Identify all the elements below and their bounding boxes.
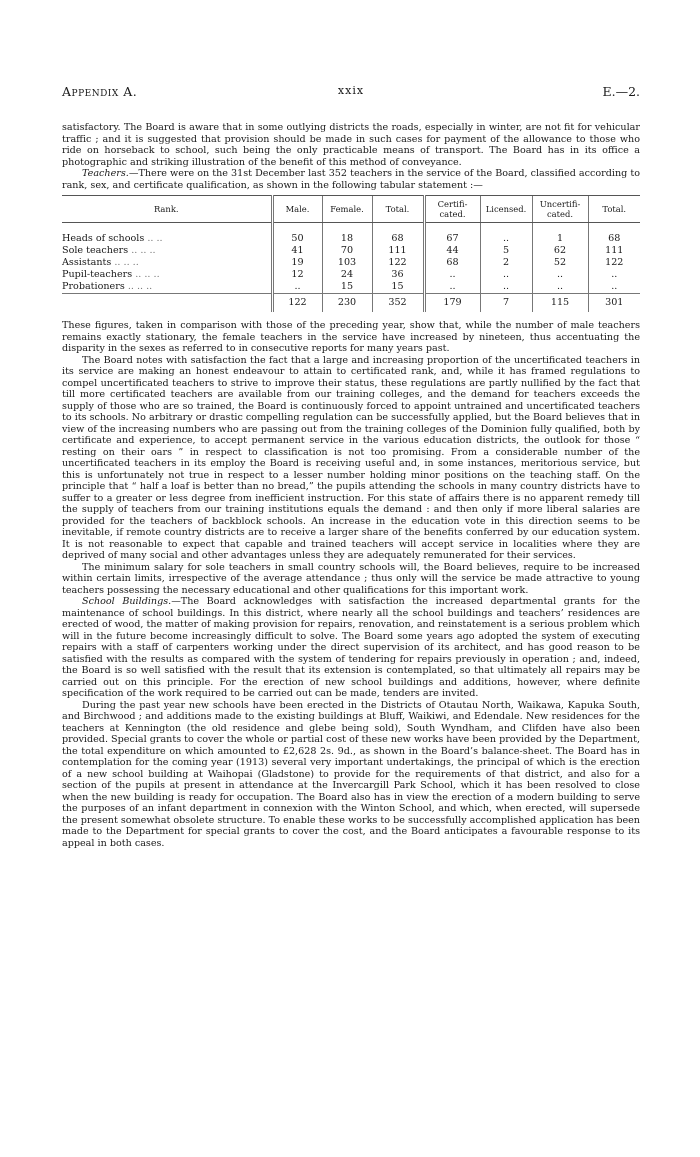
- total-total: 352: [372, 294, 424, 313]
- cell-female: 70: [322, 245, 372, 257]
- col-male: Male.: [272, 196, 322, 223]
- table-row: [62, 269, 640, 281]
- cell-total: 68: [372, 233, 424, 245]
- cell-uncertificated: ..: [532, 281, 588, 294]
- leader-dots: .. .. ..: [131, 245, 156, 256]
- table-row: [62, 257, 640, 269]
- cell-male: ..: [272, 281, 322, 294]
- cell-uncertificated: 52: [532, 257, 588, 269]
- document-code: E.—2.: [602, 84, 640, 99]
- rank-name: Heads of schools: [62, 233, 145, 244]
- cell-female: 24: [322, 269, 372, 281]
- table-header-row: [62, 196, 640, 223]
- cell-total: 111: [372, 245, 424, 257]
- body-text: [62, 122, 640, 191]
- cell-licensed: 5: [480, 245, 532, 257]
- paragraph-minimum-salary: The minimum salary for sole teachers in small country schools will, the Board believes, require to be increased within certain limits, irrespective of the average attendance ; thus only will the service be made attractive to young teachers possessing the necessary educational and other qualifications for this important work.: [62, 561, 640, 596]
- cell-uncertificated: ..: [532, 269, 588, 281]
- cell-total: 122: [372, 257, 424, 269]
- cell-certificated: 68: [424, 257, 480, 269]
- cell-total: 15: [372, 281, 424, 294]
- page-number: xxix: [337, 84, 365, 97]
- school-buildings-text: —The Board acknowledges with satisfaction the increased departmental grants for the maintenance of school buildings. In this district, where nearly all the school buildings and teachers’ residences are erected of wood, the matter of making provision for repairs, renovation, and reinstatement is a serious problem which will in the future become increasingly difficult to solve. The Board some years ago adopted the system of executing repairs with a staff of carpenters working under the direct supervision of its architect, and has good reason to be satisfied with the results as compared with the system of tendering for repairs previously in operation ; and, indeed, the Board is so well satisfied with the result that its extension is contemplated, so that ultimately all repairs may be carried out on this principle. For the erection of new school buildings and additions, however, where definite specification of the work required to be carried out can be made, tenders are invited.: [62, 596, 640, 699]
- cell-certificated: ..: [424, 269, 480, 281]
- leader-dots: .. .. ..: [114, 257, 139, 268]
- table-totals-row: [62, 294, 640, 313]
- page-header: [62, 84, 640, 104]
- cell-male: 19: [272, 257, 322, 269]
- col-certificated: Certifi-cated.: [424, 196, 480, 223]
- cell-uncertificated: 62: [532, 245, 588, 257]
- table-row: [62, 245, 640, 257]
- total-certificated: 179: [424, 294, 480, 313]
- col-rank: Rank.: [62, 196, 272, 223]
- leader-dots: .. .. ..: [135, 269, 160, 280]
- total-total2: 301: [588, 294, 640, 313]
- appendix-label: Appendix A.: [62, 84, 138, 99]
- cell-female: 103: [322, 257, 372, 269]
- table-row: [62, 281, 640, 294]
- cell-certificated: ..: [424, 281, 480, 294]
- cell-certificated: 44: [424, 245, 480, 257]
- cell-female: 15: [322, 281, 372, 294]
- cell-total2: ..: [588, 281, 640, 294]
- paragraph-school-buildings: [62, 596, 640, 700]
- col-licensed: Licensed.: [480, 196, 532, 223]
- leader-dots: .. ..: [147, 233, 163, 244]
- rank-name: Sole teachers: [62, 245, 129, 256]
- rank-name: Assistants: [62, 257, 112, 268]
- document-page: [62, 84, 640, 849]
- teachers-rank-table: [62, 195, 640, 312]
- cell-uncertificated: 1: [532, 233, 588, 245]
- paragraph-uncertificated: The Board notes with satisfaction the fact that a large and increasing proportion of the uncertificated teachers in its service are making an honest endeavour to attain to certificated rank, and, while it has framed regulations to compel uncertificated teachers to strive to improve their status, these regulations are partly nullified by the fact that till more certificated teachers are available from our training colleges, and the demand for teachers exceeds the supply of those who are so trained, the Board is continuously forced to appoint untrained and uncertificated teachers to its schools. No arbitrary or drastic compelling regulation can be successfully applied, but the Board believes that in view of the increasing numbers who are passing out from the training colleges of the Dominion fully qualified, both by certificate and experience, to accept permanent service in the various education districts, the outlook for those “ resting on their oars ” in respect to classification is not too promising. From a considerable number of the uncertificated teachers in its employ the Board is receiving useful and, in some instances, meritorious service, but this is unfortunately not true in respect to a lesser number holding minor positions on the teaching staff. On the principle that “ half a loaf is better than no bread,” the pupils attending the schools in many country districts have to suffer to a greater or less degree from inefficient instruction. For this state of affairs there is no apparent remedy till the supply of teachers from our training institutions equals the demand : and then only if more liberal salaries are provided for the teachers of backblock schools. An increase in the education vote in this direction seems to be inevitable, if remote country districts are to receive a larger share of the benefits conferred by our education system. It is not reasonable to expect that capable and trained teachers will accept service in localities where they are deprived of many social and other advantages unless they are adequately remunerated for their services.: [62, 354, 640, 561]
- cell-total2: 68: [588, 233, 640, 245]
- cell-total2: 111: [588, 245, 640, 257]
- rank-name: Pupil-teachers: [62, 269, 133, 280]
- cell-certificated: 67: [424, 233, 480, 245]
- cell-female: 18: [322, 233, 372, 245]
- table-row: [62, 233, 640, 245]
- cell-male: 41: [272, 245, 322, 257]
- cell-total: 36: [372, 269, 424, 281]
- total-uncertificated: 115: [532, 294, 588, 313]
- total-licensed: 7: [480, 294, 532, 313]
- cell-male: 12: [272, 269, 322, 281]
- paragraph-new-schools: During the past year new schools have been erected in the Districts of Otautau North, Waikawa, Kapuka South, and Birchwood ; and additions made to the existing buildings at Bluff, Waikiwi, and Edendale. New residences for the teachers at Kennington (the old residence and glebe being sold), South Wyndham, and Clifden have also been provided. Special grants to cover the whole or partial cost of these new works have been provided by the Department, the total expenditure on which amounted to £2,628 2s. 9d., as shown in the Board’s balance-sheet. The Board has in contemplation for the coming year (1913) several very important undertakings, the principal of which is the erection of a new school building at Waihopai (Gladstone) to provide for the requirements of that district, and also for a section of the pupils at present in attendance at the Invercargill Park School, which it has been resolved to close when the new building is ready for occupation. The Board also has in view the erection of a modern building to serve the purposes of an infant department in connexion with the Winton School, and which, when erected, will supersede the present somewhat obsolete structure. To enable these works to be successfully accomplished application has been made to the Department for special grants to cover the cost, and the Board anticipates a favourable response to its appeal in both cases.: [62, 699, 640, 849]
- col-female: Female.: [322, 196, 372, 223]
- paragraph-figures: These figures, taken in comparison with those of the preceding year, show that, while the number of male teachers remains exactly stationary, the female teachers in the service have increased by nineteen, thus accentuating the disparity in the sexes as referred to in consecutive reports for many years past.: [62, 320, 640, 354]
- total-female: 230: [322, 294, 372, 313]
- col-total2: Total.: [588, 196, 640, 223]
- teachers-text: —There were on the 31st December last 352 teachers in the service of the Board, classified according to rank, sex, and certificate qualification, as shown in the following tabular statement :—: [62, 168, 640, 191]
- leader-dots: .. .. ..: [127, 281, 153, 292]
- cell-licensed: ..: [480, 281, 532, 294]
- cell-total2: 122: [588, 257, 640, 269]
- col-total: Total.: [372, 196, 424, 223]
- paragraph-satisfactory: satisfactory. The Board is aware that in some outlying districts the roads, especially in winter, are not fit for vehicular traffic ; and it is suggested that provision should be made in such cases for payment of the allowance to those who ride on horseback to school, such being the only practicable means of transport. The Board has in its office a photographic and striking illustration of the benefit of this method of conveyance.: [62, 122, 640, 168]
- paragraph-teachers: [62, 168, 640, 191]
- cell-male: 50: [272, 233, 322, 245]
- teachers-heading: Teachers.: [82, 168, 129, 179]
- school-buildings-heading: School Buildings.: [82, 596, 172, 607]
- cell-total2: ..: [588, 269, 640, 281]
- col-uncertificated: Uncertifi-cated.: [532, 196, 588, 223]
- cell-licensed: ..: [480, 269, 532, 281]
- rank-name: Probationers: [62, 281, 125, 292]
- cell-licensed: 2: [480, 257, 532, 269]
- total-male: 122: [272, 294, 322, 313]
- cell-licensed: ..: [480, 233, 532, 245]
